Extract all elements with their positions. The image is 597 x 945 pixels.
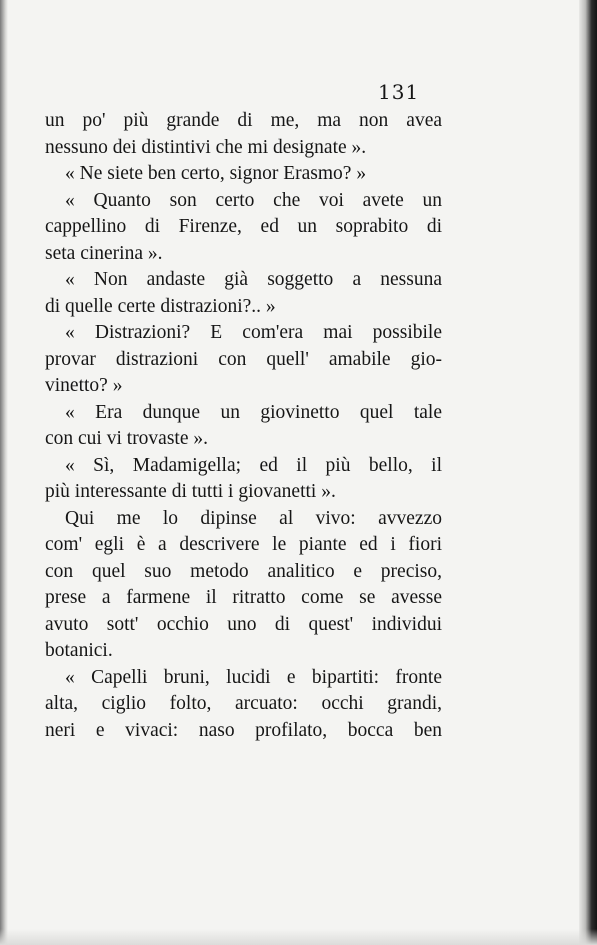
text-line: con quel suo metodo analitico e preciso,: [45, 560, 442, 582]
text-line: prese a farmene il ritratto come se avesse: [45, 587, 442, 608]
text-line: Qui me lo dipinse al vivo: avvezzo: [65, 507, 442, 529]
text-line: « Era dunque un giovinetto quel tale: [65, 401, 442, 423]
page-number: 131: [378, 80, 420, 104]
text-line: « Sì, Madamigella; ed il più bello, il: [65, 454, 442, 476]
text-line: « Quanto son certo che voi avete un: [65, 189, 442, 211]
body-text: [45, 108, 442, 744]
text-line: avuto sott' occhio uno di quest' individui: [45, 613, 442, 635]
page-bottom-shade: [0, 929, 597, 945]
text-line: nessuno dei distintivi che mi designate ».: [45, 136, 367, 158]
page-edge: [579, 0, 597, 945]
text-line: neri e vivaci: naso profilato, bocca ben: [45, 719, 442, 741]
text-line: seta cinerina ».: [45, 242, 163, 264]
text-line: vinetto? »: [45, 375, 123, 396]
text-line: provar distrazioni con quell' amabile gio-: [45, 348, 442, 370]
text-line: « Non andaste già soggetto a nessuna: [65, 269, 442, 290]
text-line: più interessante di tutti i giovanetti ».: [45, 481, 336, 502]
text-line: di quelle certe distrazioni?.. »: [45, 295, 276, 317]
text-line: cappellino di Firenze, ed un soprabito di: [45, 216, 442, 237]
text-line: alta, ciglio folto, arcuato: occhi grandi,: [45, 693, 442, 714]
text-line: « Distrazioni? E com'era mai possibile: [65, 322, 442, 343]
text-line: botanici.: [45, 640, 113, 661]
text-line: con cui vi trovaste ».: [45, 428, 208, 449]
text-line: com' egli è a descrivere le piante ed i fiori: [45, 534, 442, 555]
text-line: « Capelli bruni, lucidi e bipartiti: fronte: [65, 666, 442, 688]
text-line: un po' più grande di me, ma non avea: [45, 110, 442, 131]
text-line: « Ne siete ben certo, signor Erasmo? »: [65, 163, 367, 184]
page-gutter-shadow: [0, 0, 8, 945]
